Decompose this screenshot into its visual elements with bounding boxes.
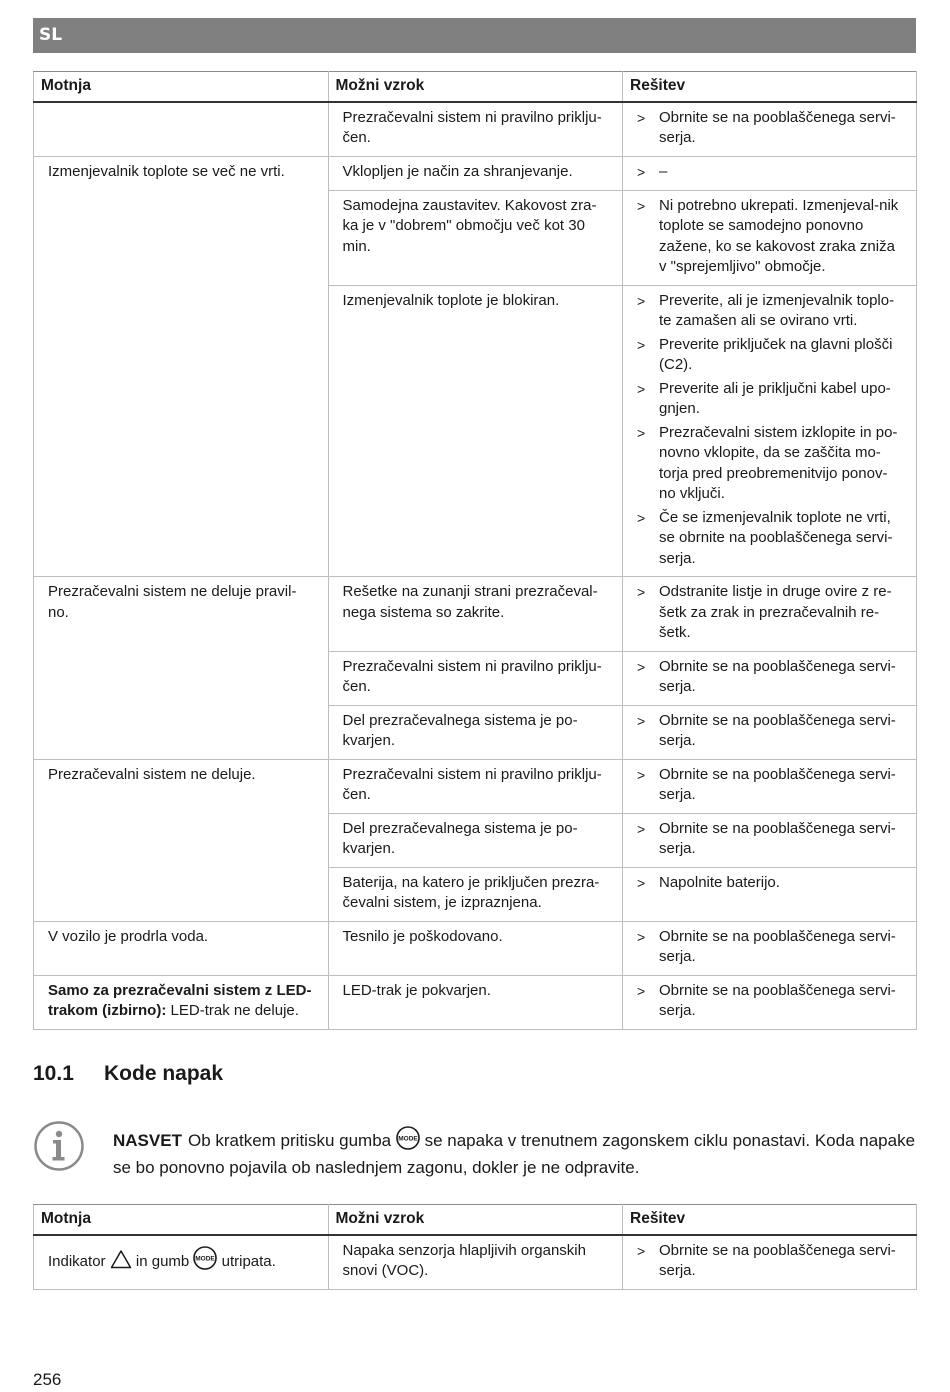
solution-cell: [623, 190, 917, 285]
problem-cell: Prezračevalni sistem ne deluje pravil-no.: [34, 577, 329, 760]
section-title: Kode napak: [104, 1062, 224, 1085]
solution-item: > Preverite ali je priključni kabel upo-gnjen.: [637, 379, 891, 417]
table-row: [34, 156, 917, 190]
problem-text-middle: in gumb: [135, 1252, 190, 1270]
solution-item: > Obrnite se na pooblaščenega servi-serja.: [637, 657, 896, 695]
solution-cell: [623, 921, 917, 975]
solution-item: > Ni potrebno ukrepati. Izmenjeval-nik toplote se samodejno ponovno zažene, ko se kakovost zraka zniža v "sprejemljivo" območje.: [637, 196, 899, 275]
arrow-icon: >: [637, 509, 646, 526]
solution-cell: [623, 651, 917, 705]
mode-button-icon: [396, 1126, 420, 1156]
table-row: [34, 102, 917, 157]
table-row: [34, 759, 917, 813]
error-code-table: [33, 1204, 917, 1290]
arrow-icon: >: [637, 424, 646, 441]
arrow-icon: >: [637, 584, 646, 600]
language-bar: [33, 18, 916, 53]
arrow-icon: >: [637, 928, 646, 945]
arrow-icon: >: [637, 109, 646, 126]
warning-triangle-icon: [110, 1249, 132, 1276]
arrow-icon: >: [637, 292, 646, 309]
cause-cell: LED-trak je pokvarjen.: [328, 975, 623, 1029]
solution-item: > Napolnite baterijo.: [637, 873, 902, 894]
arrow-icon: >: [637, 380, 646, 397]
problem-cell: V vozilo je prodrla voda.: [34, 921, 329, 975]
cause-cell: Tesnilo je poškodovano.: [328, 921, 623, 975]
cause-cell: Samodejna zaustavitev. Kakovost zra-ka je v "dobrem" območju več kot 30 min.: [328, 190, 623, 285]
solution-item: > Preverite, ali je izmenjevalnik toplo-te zamašen ali se ovirano vrti.: [637, 291, 895, 329]
arrow-icon: >: [637, 336, 646, 353]
problem-text-before: Indikator: [48, 1252, 106, 1270]
language-code: SL: [39, 25, 63, 45]
column-header-cause: Možni vzrok: [328, 72, 623, 102]
section-heading: [33, 1062, 223, 1086]
table-header-row: [34, 72, 917, 102]
solution-item: > Obrnite se na pooblaščenega servi-serja.: [637, 1241, 896, 1279]
solution-cell: [623, 156, 917, 190]
table-row: [34, 921, 917, 975]
problem-cell: [34, 975, 329, 1029]
column-header-problem: Motnja: [34, 1205, 329, 1235]
arrow-icon: >: [637, 163, 646, 180]
column-header-problem: Motnja: [34, 72, 329, 102]
cause-cell: Prezračevalni sistem ni pravilno priklju-čen.: [328, 651, 623, 705]
note-label: NASVET: [113, 1131, 182, 1150]
cause-cell: Vklopljen je način za shranjevanje.: [328, 156, 623, 190]
cause-cell: Napaka senzorja hlapljivih organskih snovi (VOC).: [328, 1235, 623, 1290]
troubleshooting-table: [33, 71, 917, 1030]
solution-item: > Obrnite se na pooblaščenega servi-serja.: [637, 765, 896, 803]
solution-cell: [623, 577, 917, 652]
solution-cell: [623, 813, 917, 867]
solution-item: > Odstranite listje in druge ovire z re-šetk za zrak in prezračevalnih re-šetk.: [637, 583, 892, 641]
solution-item: > Obrnite se na pooblaščenega servi-serja.: [637, 981, 896, 1019]
cause-cell: Prezračevalni sistem ni pravilno priklju-čen.: [328, 759, 623, 813]
cause-cell: Del prezračevalnega sistema je po-kvarjen.: [328, 705, 623, 759]
problem-cell: [34, 102, 329, 157]
arrow-icon: >: [637, 982, 646, 999]
arrow-icon: >: [637, 820, 646, 837]
section-number: 10.1: [33, 1062, 74, 1085]
solution-item: > –: [637, 162, 902, 183]
cause-cell: Del prezračevalnega sistema je po-kvarjen.: [328, 813, 623, 867]
problem-text-after: utripata.: [221, 1252, 276, 1270]
solution-item: > Preverite priključek na glavni plošči (C2).: [637, 335, 893, 373]
table-row: [34, 975, 917, 1029]
solution-item: > Obrnite se na pooblaščenega servi-serja.: [637, 819, 896, 857]
cause-cell: Prezračevalni sistem ni pravilno priklju-čen.: [328, 102, 623, 157]
mode-icon-text: MODE: [398, 1135, 418, 1143]
column-header-solution: Rešitev: [623, 72, 917, 102]
solution-item: > Prezračevalni sistem izklopite in po-novno vklopite, da se zaščita mo-torja pred preobremenitvijo ponov-no vključi.: [637, 423, 898, 502]
solution-cell: [623, 285, 917, 577]
arrow-icon: >: [637, 712, 646, 729]
solution-cell: [623, 867, 917, 921]
solution-item: > Če se izmenjevalnik toplote ne vrti, se obrnite na pooblaščenega servi-serja.: [637, 508, 893, 567]
note-text: [113, 1126, 919, 1179]
cause-cell: Rešetke na zunanji strani prezračeval-nega sistema so zakrite.: [328, 577, 623, 652]
arrow-icon: >: [637, 766, 646, 783]
problem-cell: [34, 1235, 329, 1290]
arrow-icon: >: [637, 197, 646, 214]
page-number: 256: [33, 1370, 62, 1389]
problem-cell: Izmenjevalnik toplote se več ne vrti.: [34, 156, 329, 577]
mode-button-icon: [193, 1246, 217, 1277]
solution-cell: [623, 705, 917, 759]
mode-icon-text: MODE: [195, 1255, 216, 1263]
solution-item: > Obrnite se na pooblaščenega servi-serja.: [637, 711, 896, 749]
column-header-solution: Rešitev: [623, 1205, 917, 1235]
solution-cell: [623, 102, 917, 157]
note-text-after: se napaka v trenutnem zagonskem ciklu ponastavi. Koda napake se bo ponovno pojavila ob naslednjem zagonu, dokler je ne odpravite.: [113, 1131, 916, 1177]
problem-cell: Prezračevalni sistem ne deluje.: [34, 759, 329, 921]
solution-cell: [623, 975, 917, 1029]
table-row: [34, 1235, 917, 1290]
arrow-icon: >: [637, 874, 646, 891]
solution-cell: [623, 1235, 917, 1290]
note-text-before: Ob kratkem pritisku gumba: [187, 1131, 392, 1150]
solution-item: > Obrnite se na pooblaščenega servi-serja.: [637, 108, 896, 146]
table-row: [34, 577, 917, 652]
info-icon: [33, 1120, 85, 1172]
arrow-icon: >: [637, 1242, 646, 1259]
arrow-icon: >: [637, 658, 646, 675]
problem-text: LED-trak ne deluje.: [170, 1002, 299, 1019]
cause-cell: Izmenjevalnik toplote je blokiran.: [328, 285, 623, 577]
problem-bold-text: Samo za prezračevalni sistem z LED-trakom (izbirno):: [48, 981, 312, 1019]
table-header-row: [34, 1205, 917, 1235]
solution-cell: [623, 759, 917, 813]
solution-item: > Obrnite se na pooblaščenega servi-serja.: [637, 927, 896, 965]
cause-cell: Baterija, na katero je priključen prezra-čevalni sistem, je izpraznjena.: [328, 867, 623, 921]
column-header-cause: Možni vzrok: [328, 1205, 623, 1235]
